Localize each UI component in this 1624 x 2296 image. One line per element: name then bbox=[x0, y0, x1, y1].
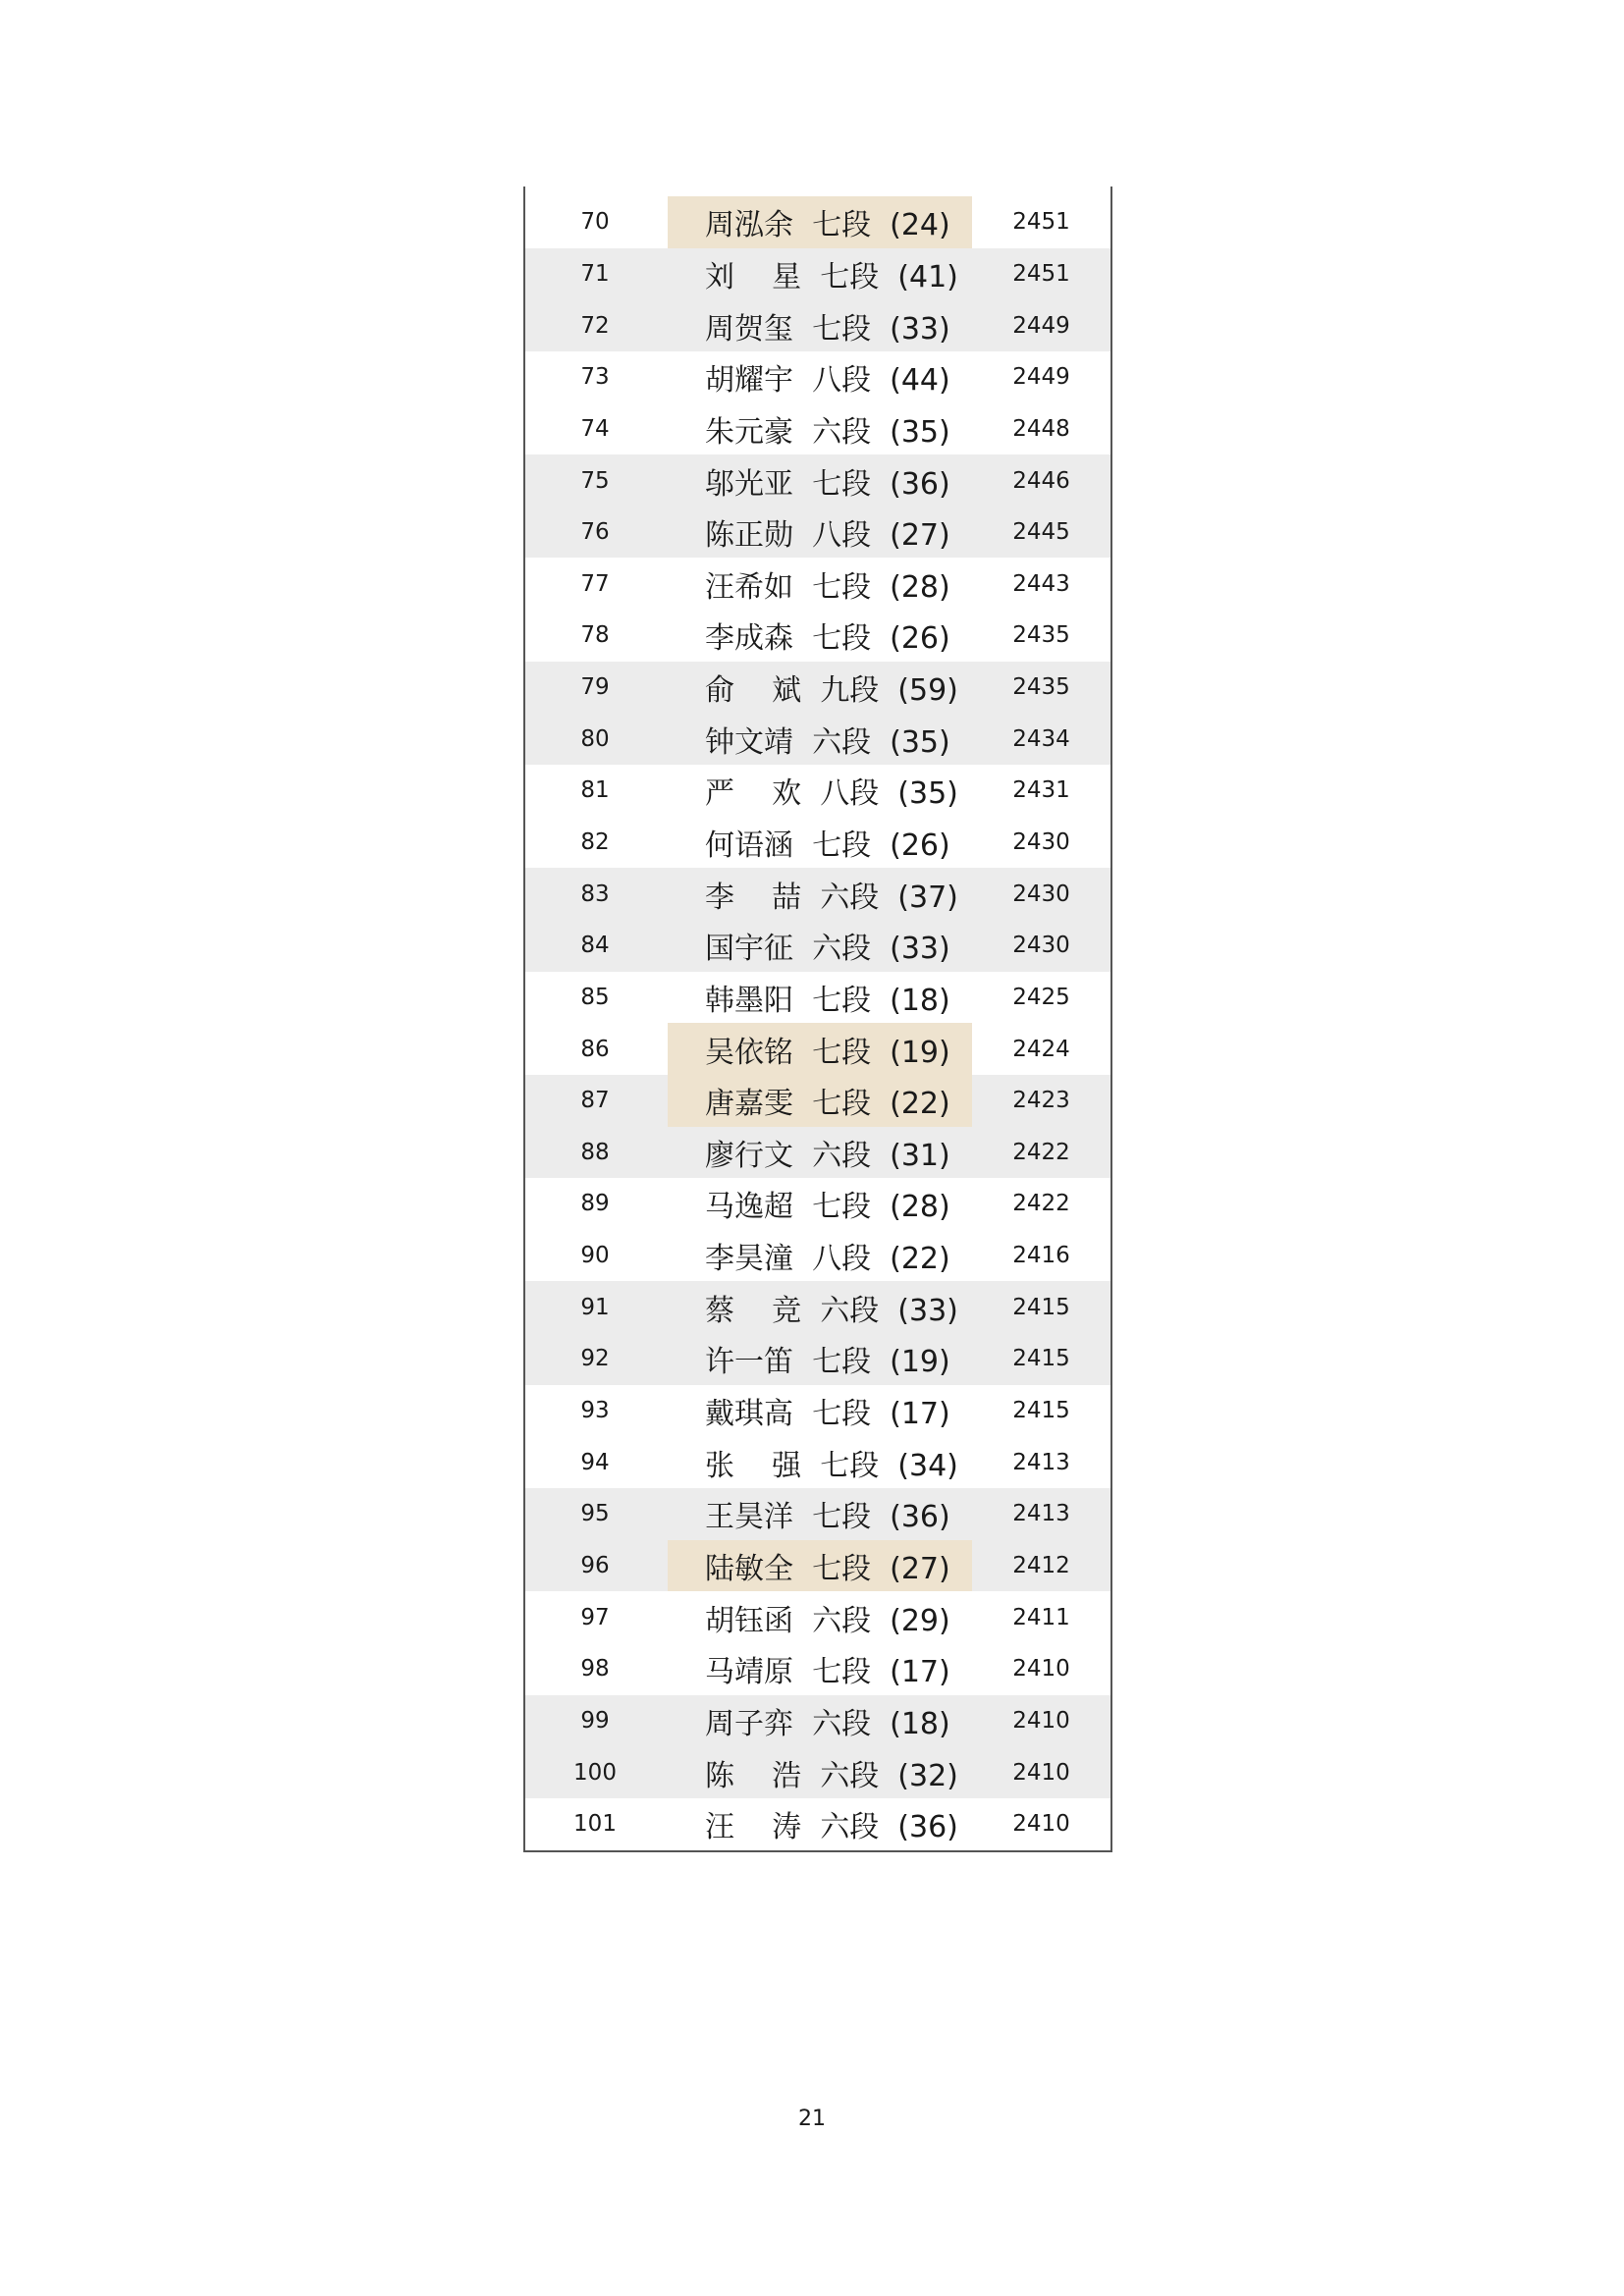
rank-cell: 98 bbox=[580, 1656, 610, 1682]
rank-cell: 94 bbox=[580, 1449, 610, 1475]
rating-cell: 2430 bbox=[1012, 829, 1070, 855]
player-cell: 许一笛 七段 (19) bbox=[705, 1345, 950, 1380]
page-number: 21 bbox=[798, 2107, 826, 2131]
table-row bbox=[525, 454, 1110, 507]
rank-cell: 95 bbox=[580, 1501, 610, 1527]
player-cell: 王昊洋 七段 (36) bbox=[705, 1500, 950, 1535]
rank-cell: 101 bbox=[573, 1811, 617, 1838]
table-row bbox=[525, 1643, 1110, 1695]
rank-cell: 89 bbox=[580, 1191, 610, 1217]
rating-cell: 2446 bbox=[1012, 467, 1070, 494]
rank-cell: 76 bbox=[580, 519, 610, 546]
table-row bbox=[525, 1436, 1110, 1488]
table-row bbox=[525, 1075, 1110, 1127]
table-row bbox=[525, 1281, 1110, 1333]
rank-cell: 81 bbox=[580, 777, 610, 804]
rank-cell: 91 bbox=[580, 1294, 610, 1320]
rank-cell: 74 bbox=[580, 415, 610, 442]
table-row bbox=[525, 1488, 1110, 1540]
rank-cell: 77 bbox=[580, 570, 610, 597]
rating-cell: 2424 bbox=[1012, 1036, 1070, 1062]
table-row bbox=[525, 299, 1110, 351]
rank-cell: 78 bbox=[580, 622, 610, 649]
rating-cell: 2413 bbox=[1012, 1449, 1070, 1475]
rating-cell: 2415 bbox=[1012, 1346, 1070, 1372]
player-cell: 吴依铭 七段 (19) bbox=[668, 1023, 972, 1075]
rating-cell: 2451 bbox=[1012, 209, 1070, 236]
table-row bbox=[525, 1695, 1110, 1747]
player-cell: 张 强 七段 (34) bbox=[705, 1448, 958, 1483]
player-cell: 钟文靖 六段 (35) bbox=[705, 724, 950, 760]
rating-cell: 2410 bbox=[1012, 1656, 1070, 1682]
rank-cell: 93 bbox=[580, 1398, 610, 1424]
player-cell: 陈正勋 八段 (27) bbox=[705, 518, 950, 554]
table-row bbox=[525, 868, 1110, 920]
table-row bbox=[525, 196, 1110, 248]
table-row bbox=[525, 507, 1110, 559]
player-cell: 刘 星 七段 (41) bbox=[705, 259, 958, 294]
player-cell: 李 喆 六段 (37) bbox=[705, 880, 958, 915]
table-row bbox=[525, 1591, 1110, 1643]
player-cell: 李昊潼 八段 (22) bbox=[705, 1242, 950, 1277]
player-cell: 俞 斌 九段 (59) bbox=[705, 673, 958, 709]
player-cell: 陈 浩 六段 (32) bbox=[705, 1758, 958, 1793]
player-cell: 李成森 七段 (26) bbox=[705, 621, 950, 657]
rank-cell: 83 bbox=[580, 881, 610, 907]
rating-cell: 2412 bbox=[1012, 1552, 1070, 1578]
rating-cell: 2422 bbox=[1012, 1191, 1070, 1217]
rating-cell: 2430 bbox=[1012, 881, 1070, 907]
rating-cell: 2415 bbox=[1012, 1398, 1070, 1424]
rating-cell: 2410 bbox=[1012, 1707, 1070, 1734]
rating-cell: 2410 bbox=[1012, 1811, 1070, 1838]
table-row bbox=[525, 920, 1110, 972]
player-cell: 国宇征 六段 (33) bbox=[705, 932, 950, 967]
rank-cell: 87 bbox=[580, 1088, 610, 1114]
table-row bbox=[525, 1746, 1110, 1798]
rank-cell: 72 bbox=[580, 312, 610, 339]
rank-cell: 97 bbox=[580, 1604, 610, 1630]
rating-cell: 2430 bbox=[1012, 933, 1070, 959]
rating-cell: 2410 bbox=[1012, 1759, 1070, 1786]
table-row bbox=[525, 1333, 1110, 1385]
table-row bbox=[525, 765, 1110, 817]
table-row bbox=[525, 1127, 1110, 1179]
rating-cell: 2411 bbox=[1012, 1604, 1070, 1630]
player-cell: 韩墨阳 七段 (18) bbox=[705, 983, 950, 1018]
player-cell: 马靖原 七段 (17) bbox=[705, 1655, 950, 1690]
rating-cell: 2422 bbox=[1012, 1139, 1070, 1165]
rank-cell: 100 bbox=[573, 1759, 617, 1786]
rank-cell: 80 bbox=[580, 725, 610, 752]
player-cell: 戴琪高 七段 (17) bbox=[705, 1397, 950, 1432]
player-cell: 胡钰函 六段 (29) bbox=[705, 1603, 950, 1638]
rating-cell: 2449 bbox=[1012, 312, 1070, 339]
rating-cell: 2413 bbox=[1012, 1501, 1070, 1527]
player-cell: 唐嘉雯 七段 (22) bbox=[668, 1075, 972, 1127]
table-row bbox=[525, 662, 1110, 714]
table-row bbox=[525, 1023, 1110, 1075]
rating-cell: 2435 bbox=[1012, 674, 1070, 701]
rank-cell: 96 bbox=[580, 1552, 610, 1578]
rank-cell: 86 bbox=[580, 1036, 610, 1062]
table-row bbox=[525, 1230, 1110, 1282]
table-row bbox=[525, 972, 1110, 1024]
rating-cell: 2423 bbox=[1012, 1088, 1070, 1114]
rank-cell: 99 bbox=[580, 1707, 610, 1734]
ranking-table bbox=[523, 196, 1112, 1852]
rating-cell: 2443 bbox=[1012, 570, 1070, 597]
rating-cell: 2451 bbox=[1012, 260, 1070, 287]
rating-cell: 2425 bbox=[1012, 984, 1070, 1010]
rating-cell: 2435 bbox=[1012, 622, 1070, 649]
player-cell: 朱元豪 六段 (35) bbox=[705, 414, 950, 450]
rank-cell: 75 bbox=[580, 467, 610, 494]
rank-cell: 88 bbox=[580, 1139, 610, 1165]
rank-cell: 90 bbox=[580, 1243, 610, 1269]
table-row bbox=[525, 351, 1110, 403]
player-cell: 胡耀宇 八段 (44) bbox=[705, 363, 950, 399]
rank-cell: 85 bbox=[580, 984, 610, 1010]
table-row bbox=[525, 610, 1110, 662]
player-cell: 周泓余 七段 (24) bbox=[668, 196, 972, 248]
player-cell: 马逸超 七段 (28) bbox=[705, 1190, 950, 1225]
player-cell: 陆敏全 七段 (27) bbox=[668, 1540, 972, 1592]
player-cell: 蔡 竞 六段 (33) bbox=[705, 1293, 958, 1328]
table-row bbox=[525, 1385, 1110, 1437]
player-cell: 严 欢 八段 (35) bbox=[705, 776, 958, 812]
table-row bbox=[525, 1798, 1110, 1850]
rank-cell: 79 bbox=[580, 674, 610, 701]
player-cell: 周贺玺 七段 (33) bbox=[705, 311, 950, 347]
rating-cell: 2445 bbox=[1012, 519, 1070, 546]
table-row bbox=[525, 403, 1110, 455]
rating-cell: 2448 bbox=[1012, 415, 1070, 442]
rating-cell: 2449 bbox=[1012, 364, 1070, 391]
rank-cell: 73 bbox=[580, 364, 610, 391]
player-cell: 邬光亚 七段 (36) bbox=[705, 466, 950, 502]
rank-cell: 92 bbox=[580, 1346, 610, 1372]
table-row bbox=[525, 1540, 1110, 1592]
table-row bbox=[525, 558, 1110, 610]
table-row bbox=[525, 1178, 1110, 1230]
rank-cell: 82 bbox=[580, 829, 610, 855]
rating-cell: 2416 bbox=[1012, 1243, 1070, 1269]
player-cell: 廖行文 六段 (31) bbox=[705, 1138, 950, 1173]
table-row bbox=[525, 713, 1110, 765]
player-cell: 汪 涛 六段 (36) bbox=[705, 1810, 958, 1845]
rank-cell: 70 bbox=[580, 209, 610, 236]
player-cell: 周子弈 六段 (18) bbox=[705, 1706, 950, 1741]
rating-cell: 2434 bbox=[1012, 725, 1070, 752]
player-cell: 何语涵 七段 (26) bbox=[705, 828, 950, 863]
rating-cell: 2415 bbox=[1012, 1294, 1070, 1320]
table-row bbox=[525, 248, 1110, 300]
rating-cell: 2431 bbox=[1012, 777, 1070, 804]
table-row bbox=[525, 817, 1110, 869]
player-cell: 汪希如 七段 (28) bbox=[705, 569, 950, 605]
rank-cell: 71 bbox=[580, 260, 610, 287]
rank-cell: 84 bbox=[580, 933, 610, 959]
